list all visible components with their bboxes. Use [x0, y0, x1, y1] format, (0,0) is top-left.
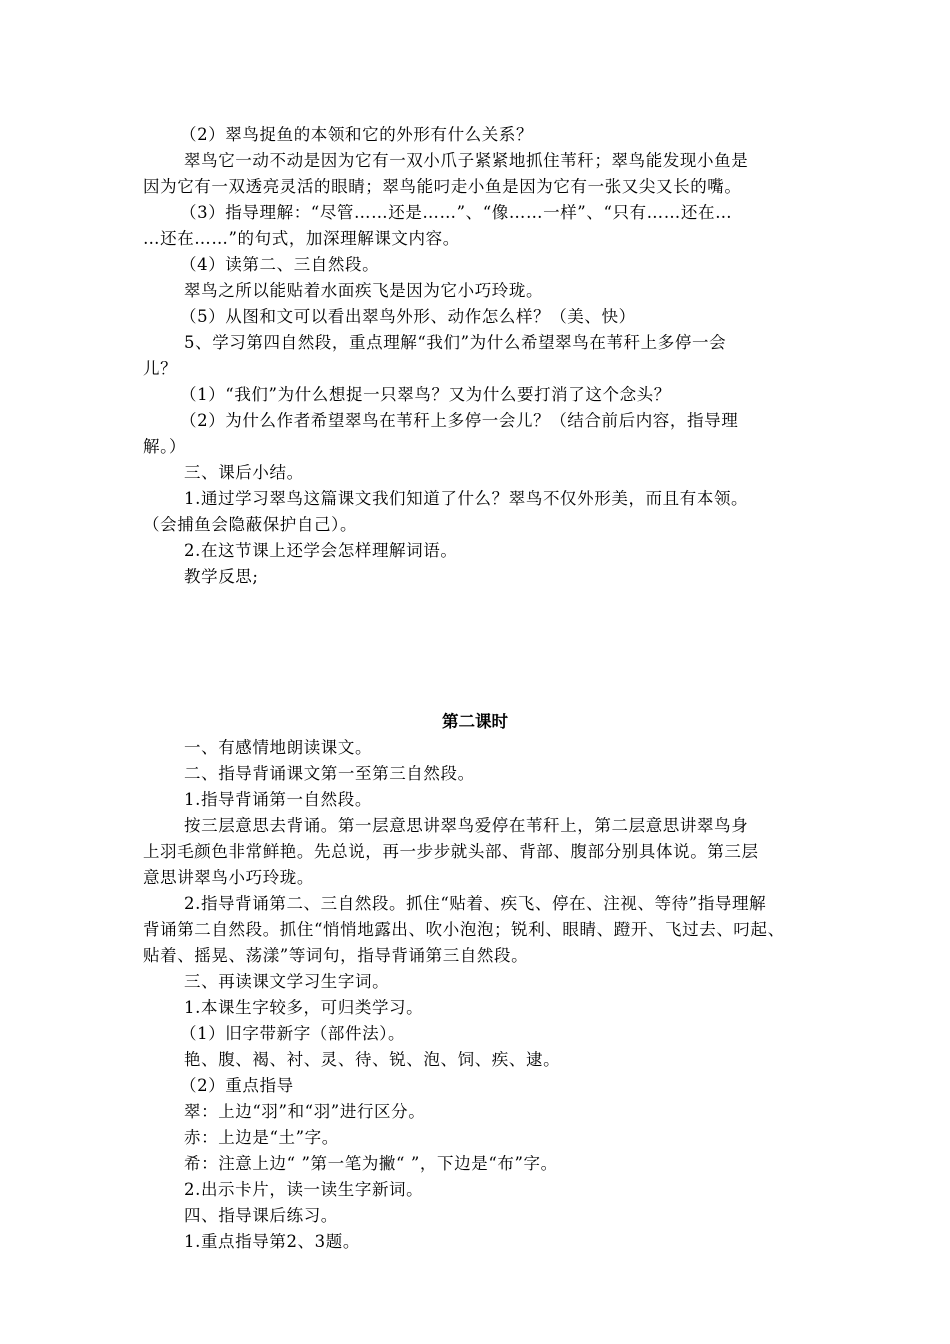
- paragraph-line: （3）指导理解：“尽管……还是……”、“像……一样”、“只有……还在…: [180, 203, 733, 222]
- paragraph-line: 背诵第二自然段。抓住“悄悄地露出、吹小泡泡；锐利、眼睛、蹬开、飞过去、叼起、: [143, 920, 785, 939]
- section-title: 第二课时: [442, 712, 508, 731]
- paragraph-line: （2）为什么作者希望翠鸟在苇秆上多停一会儿？（结合前后内容，指导理: [180, 411, 739, 430]
- paragraph-line: 2.指导背诵第二、三自然段。抓住“贴着、疾飞、停在、注视、等待”指导理解: [184, 894, 767, 913]
- paragraph-line: 2.在这节课上还学会怎样理解词语。: [184, 541, 458, 560]
- paragraph-line: （5）从图和文可以看出翠鸟外形、动作怎么样？（美、快）: [180, 307, 636, 326]
- paragraph-line: 三、再读课文学习生字词。: [184, 972, 390, 991]
- paragraph-line: 翠鸟之所以能贴着水面疾飞是因为它小巧玲珑。: [184, 281, 544, 300]
- paragraph-line: 上羽毛颜色非常鲜艳。先总说，再一步步就头部、背部、腹部分别具体说。第三层: [143, 842, 759, 861]
- paragraph-line: （1）“我们”为什么想捉一只翠鸟？又为什么要打消了这个念头？: [180, 385, 671, 404]
- paragraph-line: 2.出示卡片，读一读生字新词。: [184, 1180, 424, 1199]
- paragraph-line: 1.重点指导第2、3题。: [184, 1232, 360, 1251]
- paragraph-line: 1.指导背诵第一自然段。: [184, 790, 372, 809]
- paragraph-line: 二、指导背诵课文第一至第三自然段。: [184, 764, 475, 783]
- paragraph-line: 1.通过学习翠鸟这篇课文我们知道了什么？翠鸟不仅外形美，而且有本领。: [184, 489, 749, 508]
- paragraph-line: 因为它有一双透亮灵活的眼睛；翠鸟能叼走小鱼是因为它有一张又尖又长的嘴。: [143, 177, 742, 196]
- paragraph-line: 贴着、摇晃、荡漾”等词句，指导背诵第三自然段。: [143, 946, 529, 965]
- paragraph-line: 一、有感情地朗读课文。: [184, 738, 373, 757]
- paragraph-line: 艳、腹、褐、衬、灵、待、锐、泡、饲、疾、逮。: [184, 1050, 561, 1069]
- paragraph-line: （2）重点指导: [180, 1076, 294, 1095]
- paragraph-line: 四、指导课后练习。: [184, 1206, 338, 1225]
- paragraph-line: 翠鸟它一动不动是因为它有一双小爪子紧紧地抓住苇秆；翠鸟能发现小鱼是: [184, 151, 749, 170]
- paragraph-line: …还在……”的句式，加深理解课文内容。: [143, 229, 460, 248]
- paragraph-line: 希：注意上边“ ”第一笔为撇“ ”，下边是“布”字。: [184, 1154, 558, 1173]
- paragraph-line: 1.本课生字较多，可归类学习。: [184, 998, 424, 1017]
- paragraph-line: 按三层意思去背诵。第一层意思讲翠鸟爱停在苇秆上，第二层意思讲翠鸟身: [184, 816, 749, 835]
- paragraph-line: （1）旧字带新字（部件法）。: [180, 1024, 406, 1043]
- paragraph-line: 教学反思;: [184, 567, 259, 586]
- paragraph-line: 意思讲翠鸟小巧玲珑。: [143, 868, 314, 887]
- paragraph-line: （4）读第二、三自然段。: [180, 255, 380, 274]
- paragraph-line: 三、课后小结。: [184, 463, 304, 482]
- paragraph-line: 5、学习第四自然段，重点理解“我们”为什么希望翠鸟在苇秆上多停一会: [184, 333, 727, 352]
- paragraph-line: （会捕鱼会隐蔽保护自己）。: [143, 515, 358, 534]
- paragraph-line: 解。）: [143, 437, 187, 456]
- paragraph-line: 儿？: [143, 359, 178, 378]
- paragraph-line: 赤：上边是“土”字。: [184, 1128, 339, 1147]
- paragraph-line: 翠：上边“羽”和“羽”进行区分。: [184, 1102, 426, 1121]
- paragraph-line: （2）翠鸟捉鱼的本领和它的外形有什么关系？: [180, 125, 534, 144]
